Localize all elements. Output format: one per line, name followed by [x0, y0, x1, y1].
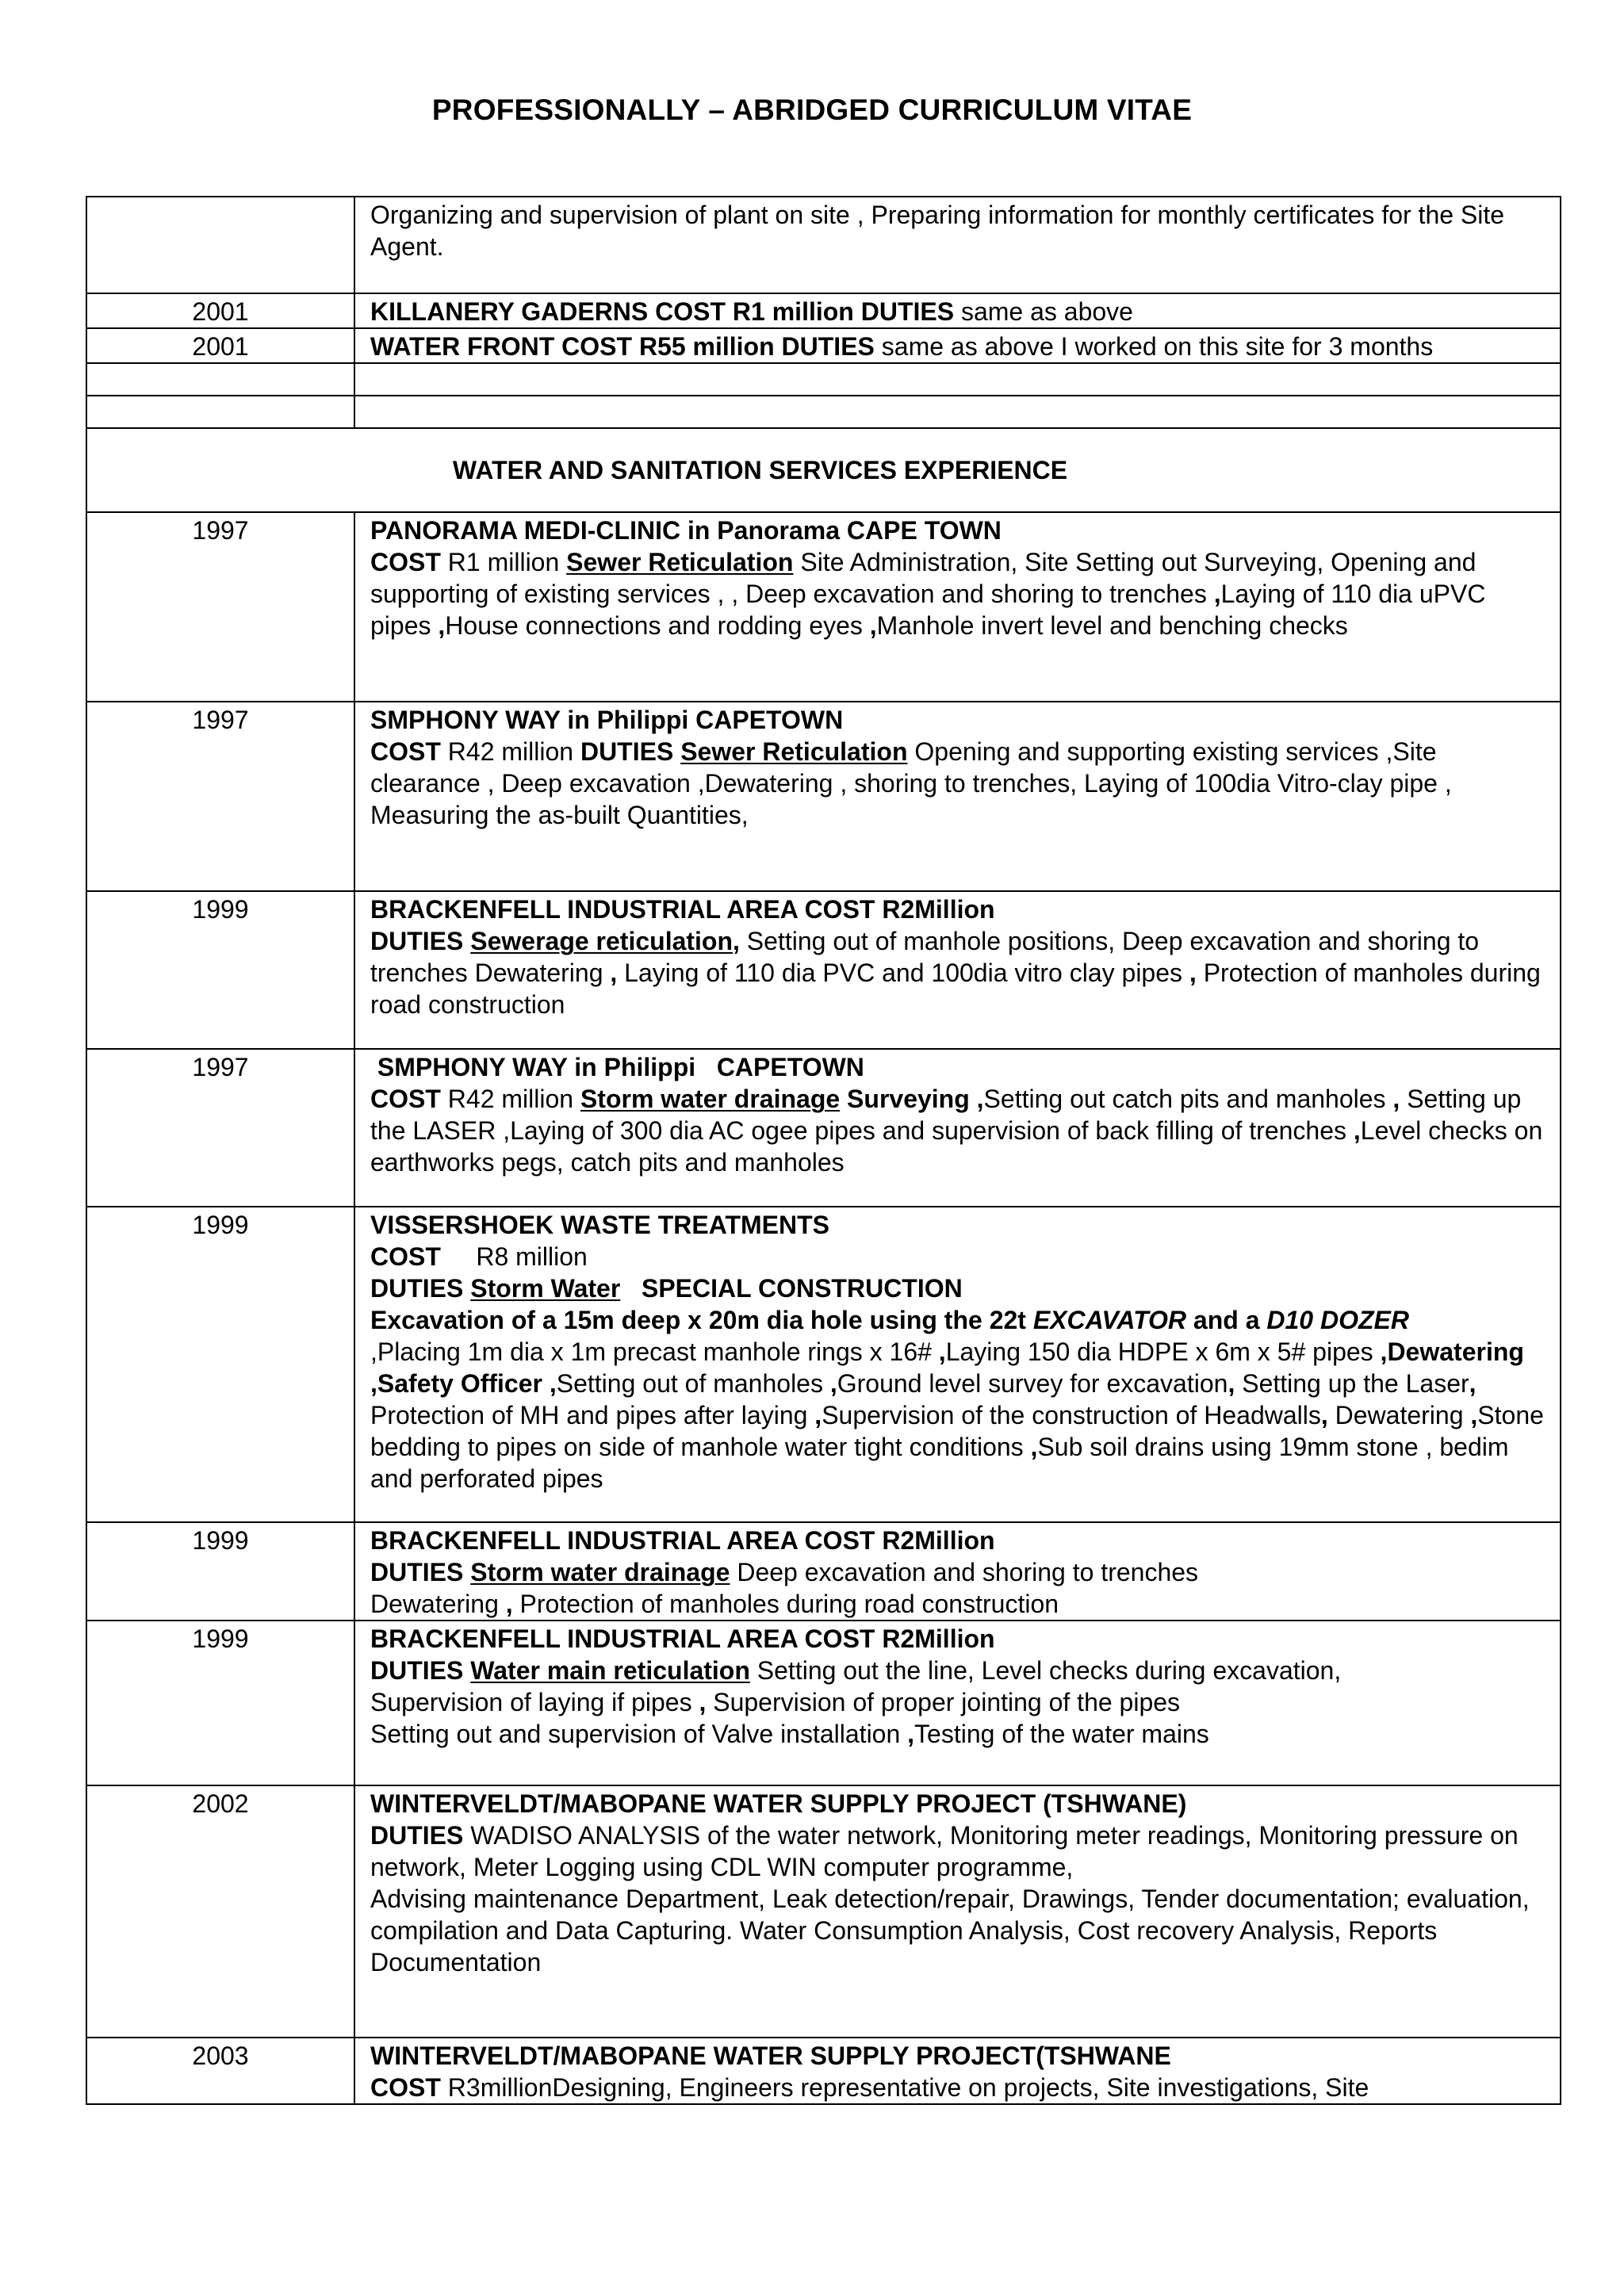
- description-text: Setting out of manhole positions, Deep excavation and shoring to trenches Dewatering: [370, 927, 1480, 987]
- year-cell: 1999: [86, 891, 354, 1049]
- cost-label: COST: [370, 2073, 441, 2102]
- table-row: [86, 2038, 1561, 2104]
- description-text: Laying of 110 dia uPVC pipes: [370, 580, 1486, 640]
- table-row-empty: [86, 363, 1561, 396]
- separator: ,: [1470, 1401, 1478, 1429]
- cost-value: R8 million: [440, 1242, 588, 1271]
- description-cell: [354, 293, 1561, 328]
- scope-label: Storm water drainage: [470, 1558, 730, 1586]
- description-cell: [354, 512, 1561, 702]
- scope-label: Sewer Reticulation: [566, 548, 794, 576]
- scope-label: Water main reticulation: [470, 1656, 750, 1685]
- description-cell: [354, 1207, 1561, 1522]
- project-name: WATER FRONT COST R55 million DUTIES: [370, 332, 875, 361]
- description-text: Supervision of proper jointing of the pipes: [706, 1688, 1181, 1716]
- cost-label: COST: [370, 1085, 441, 1113]
- equipment-name: D10 DOZER: [1266, 1306, 1409, 1334]
- year-cell: 2003: [86, 2038, 354, 2104]
- project-title: PANORAMA MEDI-CLINIC in Panorama CAPE TOWN: [370, 516, 1002, 545]
- description-text: Dewatering: [370, 1590, 506, 1618]
- description-bold: ,Dewatering ,Safety Officer ,: [370, 1337, 1524, 1398]
- year-cell: 1999: [86, 1621, 354, 1785]
- year-cell: 2001: [86, 293, 354, 328]
- description-cell: [354, 2038, 1561, 2104]
- description-cell: [354, 1621, 1561, 1785]
- description-bold: Excavation of a 15m deep x 20m dia hole using the 22t: [370, 1306, 1033, 1334]
- year-cell: 1997: [86, 702, 354, 891]
- cost-label: COST: [370, 737, 441, 766]
- description-text: Level checks on earthworks pegs, catch pits and manholes: [370, 1116, 1543, 1177]
- separator: ,: [938, 1337, 946, 1366]
- description-text: Laying of 110 dia PVC and 100dia vitro clay pipes: [617, 959, 1189, 987]
- table-row: [86, 1049, 1561, 1207]
- duties-label: DUTIES: [370, 927, 471, 955]
- table-row: [86, 1522, 1561, 1621]
- duties-label: DUTIES: [370, 1656, 471, 1685]
- separator: ,: [1320, 1401, 1328, 1429]
- description-cell: [354, 197, 1561, 293]
- project-title: BRACKENFELL INDUSTRIAL AREA COST R2Million: [370, 1526, 995, 1555]
- separator: ,: [1392, 1085, 1400, 1113]
- description-text: Manhole invert level and benching checks: [876, 611, 1348, 640]
- description-text: Protection of manholes during road construction: [370, 959, 1541, 1019]
- description-text: Setting out of manholes: [556, 1369, 830, 1398]
- year-cell: 2002: [86, 1785, 354, 2038]
- description-text: Protection of manholes during road construction: [512, 1590, 1059, 1618]
- description-text: WADISO ANALYSIS of the water network, Monitoring meter readings, Monitoring pressure on network, Meter Logging using CDL WIN computer programme,: [370, 1821, 1519, 1881]
- year-cell: [86, 396, 354, 428]
- description-text: Protection of MH and pipes after laying: [370, 1401, 815, 1429]
- separator: ,: [1353, 1116, 1361, 1145]
- separator: ,: [1189, 959, 1197, 987]
- separator: ,: [1030, 1433, 1038, 1461]
- table-row: [86, 293, 1561, 328]
- description-cell: [354, 363, 1561, 396]
- table-row: [86, 1785, 1561, 2038]
- separator: ,: [1213, 580, 1221, 608]
- description-text: Setting out the line, Level checks during excavation,: [749, 1656, 1342, 1685]
- description-cell: [354, 1049, 1561, 1207]
- project-title: SMPHONY WAY in Philippi CAPETOWN: [370, 1053, 864, 1081]
- description-text: ,Placing 1m dia x 1m precast manhole rings x 16#: [370, 1337, 939, 1366]
- cost-label: COST: [370, 548, 441, 576]
- scope-label: Sewerage reticulation: [470, 927, 733, 955]
- section-heading: WATER AND SANITATION SERVICES EXPERIENCE: [86, 428, 1561, 512]
- separator: ,: [829, 1369, 837, 1398]
- separator: ,: [907, 1720, 915, 1748]
- project-title: BRACKENFELL INDUSTRIAL AREA COST R2Million: [370, 895, 995, 924]
- year-cell: [86, 197, 354, 293]
- description-bold: and a: [1186, 1306, 1267, 1334]
- year-cell: [86, 363, 354, 396]
- description-cell: [354, 702, 1561, 891]
- description-text: same as above I worked on this site for 3 months: [874, 332, 1434, 361]
- duties-label: DUTIES: [370, 1274, 471, 1303]
- description-cell: [354, 1522, 1561, 1621]
- special-label: SPECIAL CONSTRUCTION: [620, 1274, 963, 1303]
- description-text: Organizing and supervision of plant on site , Preparing information for monthly certificates for the Site Agent.: [370, 201, 1505, 261]
- separator: ,: [814, 1401, 822, 1429]
- separator: ,: [869, 611, 877, 640]
- description-cell: [354, 1785, 1561, 2038]
- scope-label: Storm Water: [470, 1274, 621, 1303]
- project-name: KILLANERY GADERNS COST R1 million DUTIES: [370, 297, 955, 326]
- project-title: VISSERSHOEK WASTE TREATMENTS: [370, 1211, 830, 1239]
- description-text: Setting out and supervision of Valve installation: [370, 1720, 908, 1748]
- project-title: WINTERVELDT/MABOPANE WATER SUPPLY PROJECT(TSHWANE: [370, 2042, 1171, 2070]
- table-row: [86, 891, 1561, 1049]
- table-row: [86, 702, 1561, 891]
- table-row: [86, 1621, 1561, 1785]
- experience-table: [86, 196, 1561, 2105]
- year-cell: 2001: [86, 328, 354, 363]
- description-cell: [354, 891, 1561, 1049]
- year-cell: 1999: [86, 1207, 354, 1522]
- description-text: Setting up the Laser: [1235, 1369, 1469, 1398]
- project-title: SMPHONY WAY in Philippi CAPETOWN: [370, 706, 844, 734]
- cost-value: R42 million: [440, 1085, 580, 1113]
- description-text: Deep excavation and shoring to trenches: [730, 1558, 1199, 1586]
- description-text: Testing of the water mains: [914, 1720, 1209, 1748]
- duties-label: DUTIES: [370, 1821, 464, 1850]
- description-text: Laying 150 dia HDPE x 6m x 5# pipes: [945, 1337, 1381, 1366]
- separator: ,: [1469, 1369, 1477, 1398]
- description-text: House connections and rodding eyes: [445, 611, 870, 640]
- separator: ,: [505, 1590, 513, 1618]
- year-cell: 1999: [86, 1522, 354, 1621]
- section-heading-row: [86, 428, 1561, 512]
- equipment-name: EXCAVATOR: [1032, 1306, 1187, 1334]
- description-text: same as above: [954, 297, 1133, 326]
- description-text: Supervision of the construction of Headwalls: [822, 1401, 1321, 1429]
- scope-label: Storm water drainage: [580, 1085, 841, 1113]
- description-text: Setting up the LASER ,Laying of 300 dia AC ogee pipes and supervision of back filling of trenches: [370, 1085, 1522, 1145]
- description-text: Sub soil drains using 19mm stone , bedim and perforated pipes: [370, 1433, 1509, 1493]
- duties-label: DUTIES: [370, 1558, 471, 1586]
- table-row: [86, 1207, 1561, 1522]
- table-row: [86, 512, 1561, 702]
- description-cell: [354, 396, 1561, 428]
- description-text: Advising maintenance Department, Leak detection/repair, Drawings, Tender documentation; evaluation, compilation and Data Capturing. Water Consumption Analysis, Cost recovery Analysis, Reports Documentation: [370, 1885, 1530, 1976]
- description-text: Dewatering: [1327, 1401, 1471, 1429]
- description-text: Supervision of laying if pipes: [370, 1688, 699, 1716]
- year-cell: 1997: [86, 512, 354, 702]
- separator: ,: [1228, 1369, 1235, 1398]
- separator: ,: [610, 959, 618, 987]
- description-text: Setting out catch pits and manholes: [983, 1085, 1393, 1113]
- table-row: [86, 328, 1561, 363]
- description-text: Ground level survey for excavation: [837, 1369, 1228, 1398]
- page-title: PROFESSIONALLY – ABRIDGED CURRICULUM VITAE: [431, 94, 1193, 126]
- separator: ,: [733, 927, 740, 955]
- description-text: Stone bedding to pipes on side of manhole water tight conditions: [370, 1401, 1544, 1461]
- table-row: [86, 197, 1561, 293]
- cost-value: R1 million: [440, 548, 567, 576]
- year-cell: 1997: [86, 1049, 354, 1207]
- project-title: BRACKENFELL INDUSTRIAL AREA COST R2Million: [370, 1624, 995, 1653]
- description-text: Site Administration, Site Setting out Surveying, Opening and supporting of existing services , , Deep excavation and shoring to trenches: [370, 548, 1477, 608]
- scope-label: Sewer Reticulation: [680, 737, 908, 766]
- description-text: R3millionDesigning, Engineers representative on projects, Site investigations, Site: [440, 2073, 1369, 2102]
- cost-label: COST: [370, 1242, 441, 1271]
- description-bold: Surveying ,: [840, 1085, 984, 1113]
- cost-value: R42 million: [440, 737, 580, 766]
- table-row-empty: [86, 396, 1561, 428]
- separator: ,: [699, 1688, 707, 1716]
- description-text: Opening and supporting existing services ,Site clearance , Deep excavation ,Dewatering , shoring to trenches, Laying of 100dia Vitro-clay pipe , Measuring the as-built Quantities,: [370, 737, 1452, 829]
- project-title: WINTERVELDT/MABOPANE WATER SUPPLY PROJECT (TSHWANE): [370, 1789, 1187, 1818]
- separator: ,: [438, 611, 446, 640]
- description-cell: [354, 328, 1561, 363]
- duties-label: DUTIES: [580, 737, 681, 766]
